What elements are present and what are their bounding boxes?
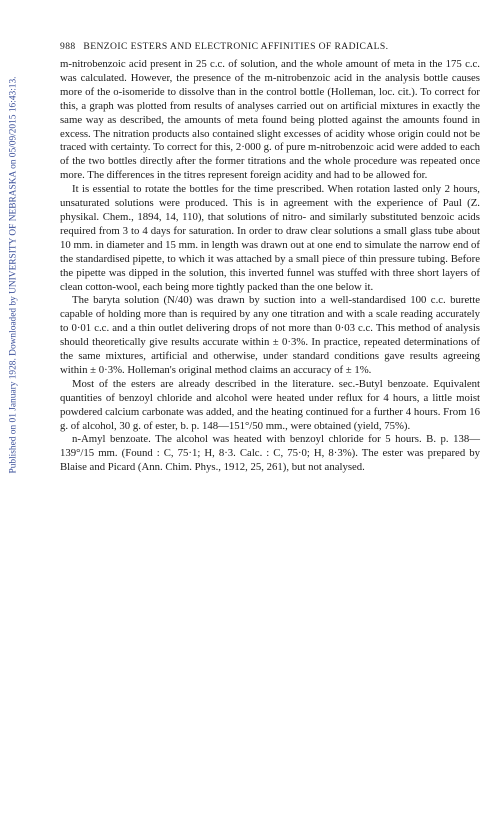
paragraph-sec-butyl-benzoate: Most of the esters are already described in the literature. sec.-Butyl benzoate. Equivalent quantities of benzoyl chloride and alcohol were heated under reflux for 4 hours, a little moist powdered calcium carbonate was added, and the heating continued for a further 4 hours. From 16 g. of alcohol, 30 g. of ester, b. p. 148—151°/50 mm., were obtained (yield, 75%).	[60, 377, 480, 432]
paragraph-n-amyl-benzoate: n-Amyl benzoate. The alcohol was heated with benzoyl chloride for 5 hours. B. p. 138—139°/15 mm. (Found : C, 75·1; H, 8·3. Calc. : C, 75·0; H, 8·3%). The ester was prepared by Blaise and Picard (Ann. Chim. Phys., 1912, 25, 261), but not analysed.	[60, 433, 480, 474]
paragraph-rotation: It is essential to rotate the bottles for the time prescribed. When rotation lasted only 2 hours, unsaturated solutions were produced. This is in agreement with the experience of Paul (Z. physikal. Chem., 1894, 14, 110), that solutions of nitro- and similarly substituted benzoic acids required from 3 to 4 days for saturation. In order to draw clear solutions a small glass tube about 10 mm. in diameter and 15 mm. in length was drawn out at one end to simulate the narrow end of the standardised pipette, to which it was attached by a small piece of thin pressure tubing. Before the pipette was dipped in the solution, this inverted funnel was stuffed with three short layers of clean cotton-wool, each being more tightly packed than the one below it.	[60, 183, 480, 293]
paragraph-baryta-titration: The baryta solution (N/40) was drawn by suction into a well-standardised 100 c.c. burette capable of holding more than is required by any one titration and with a scale reading accurately to 0·01 c.c. and a thin outlet delivering drops of not more than 0·03 c.c. This method of analysis should theoretically give results accurate within ± 0·3%. In practice, repeated determinations of the same mixtures, artificial and otherwise, under standard conditions gave results agreeing within ± 0·3%. Holleman's original method claims an accuracy of ± 1%.	[60, 294, 480, 376]
running-header	[60, 40, 480, 54]
download-watermark	[2, 40, 26, 510]
page-number: 988	[60, 41, 76, 52]
article-body	[60, 58, 480, 475]
paragraph-analysis-correction: m-nitrobenzoic acid present in 25 c.c. of solution, and the whole amount of meta in the 175 c.c. was calculated. However, the presence of the m-nitrobenzoic acid in the analysis bottle causes more of the o-isomeride to dissolve than in the control bottle (Holleman, loc. cit.). To correct for this, a graph was plotted from results of analyses carried out on artificial mixtures in exactly the same way as described, the amounts of meta found being plotted against the amounts found in excess. The nitration products also contained slight excesses of acidity whose origin could not be traced with certainty. To correct for this, 2·000 g. of pure m-nitrobenzoic acid were added to each of the two bottles directly after the former titrations and the whole procedure was repeated once more. The differences in the titres represent foreign acidity and had to be allowed for.	[60, 58, 480, 182]
running-title: BENZOIC ESTERS AND ELECTRONIC AFFINITIES OF RADICALS.	[83, 41, 389, 52]
download-watermark-text: Published on 01 January 1928. Downloaded by UNIVERSITY OF NEBRASKA on 05/09/2015 16:43:13.	[9, 76, 20, 474]
